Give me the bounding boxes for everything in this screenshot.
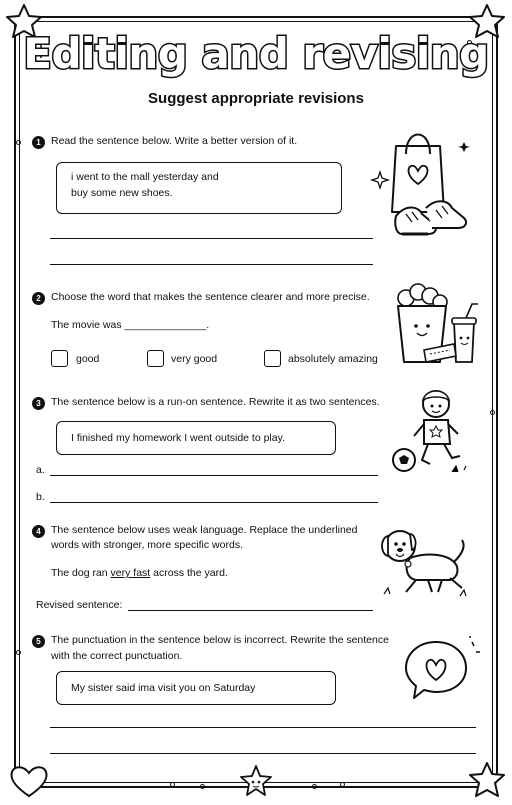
decor-dot — [16, 140, 21, 145]
title-text: Editing and revising — [23, 29, 489, 78]
line-label: a. — [36, 464, 45, 476]
answer-line[interactable] — [50, 264, 373, 265]
heart-icon — [8, 762, 50, 800]
option-label: absolutely amazing — [288, 353, 378, 365]
question-5-sentence-box — [56, 671, 336, 705]
underlined-words: very fast — [110, 567, 151, 579]
option-label: good — [76, 353, 100, 365]
answer-line[interactable] — [50, 753, 476, 754]
sentence-line: I finished my homework I went outside to play. — [71, 432, 285, 444]
dog-icon — [376, 522, 476, 602]
option-checkbox-very-good[interactable] — [147, 350, 164, 367]
question-number: 5 — [32, 635, 45, 648]
option-checkbox-absolutely-amazing[interactable] — [264, 350, 281, 367]
decor-dot — [16, 650, 21, 655]
question-number: 1 — [32, 136, 45, 149]
star-icon — [236, 762, 276, 800]
option-checkbox-good[interactable] — [51, 350, 68, 367]
question-2-prompt: Choose the word that makes the sentence clearer and more precise. — [51, 291, 370, 303]
decor-dot — [340, 782, 345, 787]
question-2-sentence: The movie was ______________. — [51, 319, 210, 331]
question-number: 3 — [32, 397, 45, 410]
question-5-prompt-line2: with the correct punctuation. — [51, 650, 183, 662]
question-number: 4 — [32, 525, 45, 538]
question-4-prompt-line2: words with stronger, more specific words. — [51, 539, 243, 551]
sentence-line: buy some new shoes. — [71, 187, 173, 199]
sentence-part: The dog ran — [51, 567, 111, 579]
star-icon — [466, 760, 508, 800]
question-4-sentence — [51, 566, 228, 581]
decor-dot — [200, 784, 205, 789]
sentence-line: My sister said ima visit you on Saturday — [71, 682, 256, 694]
decor-dot — [312, 784, 317, 789]
subtitle: Suggest appropriate revisions — [148, 90, 364, 107]
question-1-prompt: Read the sentence below. Write a better version of it. — [51, 135, 298, 147]
question-1-sentence-box — [56, 162, 342, 214]
answer-line[interactable] — [50, 727, 476, 728]
revised-sentence-label: Revised sentence: — [36, 599, 123, 611]
answer-line[interactable] — [50, 238, 373, 239]
decor-dot — [490, 410, 495, 415]
question-3-prompt: The sentence below is a run-on sentence. Rewrite it as two sentences. — [51, 396, 380, 408]
speech-bubble-heart-icon — [402, 636, 482, 702]
answer-line-b[interactable] — [50, 502, 378, 503]
sentence-line: i went to the mall yesterday and — [71, 171, 219, 183]
shopping-bag-icon — [366, 124, 486, 244]
decor-dot — [170, 782, 175, 787]
answer-line-a[interactable] — [50, 475, 378, 476]
sentence-part: across the yard. — [150, 567, 228, 579]
option-label: very good — [171, 353, 218, 365]
question-3-sentence-box — [56, 421, 336, 455]
question-number: 2 — [32, 292, 45, 305]
line-label: b. — [36, 491, 45, 503]
question-5-prompt-line1: The punctuation in the sentence below is incorrect. Rewrite the sentence — [51, 634, 389, 646]
question-4-prompt-line1: The sentence below uses weak language. Replace the underlined — [51, 524, 358, 536]
boy-soccer-icon — [390, 384, 480, 480]
popcorn-icon — [392, 282, 488, 372]
revised-sentence-line[interactable] — [128, 610, 373, 611]
page-title — [0, 18, 512, 88]
